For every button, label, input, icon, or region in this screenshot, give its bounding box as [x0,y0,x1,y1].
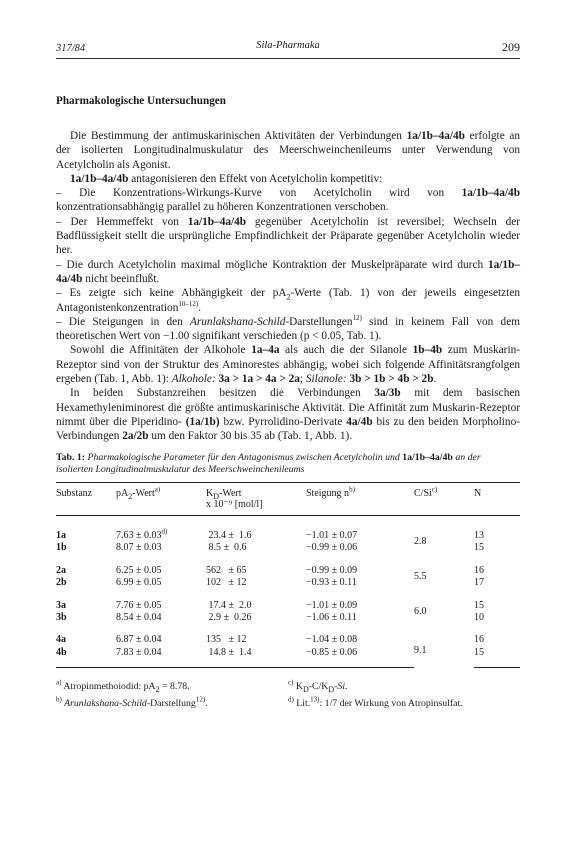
cell-substanz: 3b [56,611,67,623]
table-row [56,515,520,542]
cell-steigung: −0.93 ± 0.11 [306,577,357,589]
cell-substanz: 2a [56,564,66,576]
cell-steigung: −1.04 ± 0.08 [306,634,358,646]
cell-csi: 2.8 [414,536,427,548]
cell-steigung: −1.01 ± 0.09 [306,599,358,611]
kd-unit: x 10⁻⁹ [mol/l] [206,499,306,516]
cell-kd: 102 ± 12 [206,577,247,589]
col-header-kd: $K_D$-Wert [206,482,306,499]
table-body [56,515,520,667]
cell-kd: 562 ± 65 [206,564,247,576]
cell-n: 15 [474,542,484,554]
cell-n: 15 [474,599,484,611]
running-header [56,40,520,59]
table-caption: Tab. 1: Pharmakologische Parameter für den Antagonismus zwischen Acetylcholin und 1a/1b–4a/4b an der isolierten Longitudinalmuskulatur des Meerschweinchenileums [56,451,481,476]
cell-steigung: −0.99 ± 0.09 [306,564,358,576]
col-header-csi: C/Si$^{c)}$ [414,482,474,499]
paragraph-9: In beiden Substanzreihen besitzen die Verbindungen 3a/3b mit dem basischen Hexamethyleniminorest die größte antimuskarinische Aktivität. Die Affinität zum Muskarin-Rezeptor nimmt über die Piperidino- (1a/1b) bzw. Pyrrolidino-Derivate 4a/4b bis zu den beiden Morpholino-Verbindungen 2a/2b um den Faktor 30 bis 35 ab (Tab. 1, Abb. 1). [56,387,521,443]
cell-substanz: 4a [56,634,66,646]
cell-kd: 2.9 ± 0.26 [206,611,252,623]
body-text [56,129,520,444]
cell-steigung: −0.99 ± 0.06 [306,542,358,554]
footnotes [56,678,520,712]
cell-n: 15 [474,647,520,668]
cell-pa2: 6.99 ± 0.05 [116,577,162,589]
cell-kd: 135 ± 12 [206,634,247,646]
paragraph-4: – Der Hemmeffekt von 1a/1b–4a/4b gegenüber Acetylcholin ist reversibel; Wechseln der Badflüssigkeit stellt die ursprüngliche Empfindlichkeit der Präparate gegenüber Acetylcholin wieder her. [56,215,520,257]
cell-pa2: $7.63 \pm 0.03^{d)}$ [116,527,168,541]
cell-substanz: 2b [56,577,67,589]
cell-pa2: 7.76 ± 0.05 [116,599,162,611]
paragraph-8: Sowohl die Affinitäten der Alkohole 1a–4a als auch die der Silanole 1b–4b zum Muskarin-Rezeptor sind von der Struktur des Aminorestes abhängig, wobei sich folgende Affinitätsrangfolgen ergeben (Tab. 1, Abb. 1): Alkohole: 3a > 1a > 4a > 2a; Silanole: 3b > 1b > 4b > 2b. [56,344,520,386]
cell-kd: 17.4 ± 2.0 [206,599,252,611]
cell-substanz: 4b [56,647,116,668]
cell-n: 16 [474,564,484,576]
cell-csi: 9.1 [414,644,427,656]
cell-n: 16 [474,634,484,646]
cell-substanz: 1b [56,542,67,554]
paragraph-2: 1a/1b–4a/4b antagonisieren den Effekt von Acetylcholin kompetitiv: [70,172,383,185]
paragraph-5: – Die durch Acetylcholin maximal mögliche Kontraktion der Muskelpräparate wird durch 1a/1b–4a/4b nicht beeinflußt. [56,258,520,285]
footnote-c: $^{c)}$ $K_D-C/K_D-Si$. [288,678,348,695]
page-number: 209 [502,40,520,54]
cell-csi: 6.0 [414,605,427,617]
footnote-a: $^{a)}$ Atropinmethoiodid: $pA_2 = 8.78$. [56,678,190,695]
cell-steigung: −1.06 ± 0.11 [306,611,357,623]
table-row [56,555,520,577]
col-header-pa2: $pA_2-Wert^{a)}$ [116,482,206,499]
paragraph-1: Die Bestimmung der antimuskarinischen Aktivitäten der Verbindungen 1a/1b–4a/4b erfolgte an der isolierten Longitudinalmuskulatur des Meerschweinchenileums unter Verwendung von Acetylcholin als Agonist. [56,130,521,171]
cell-pa2: 8.54 ± 0.04 [116,611,162,623]
paragraph-3: – Die Konzentrations-Wirkungs-Kurve von Acetylcholin wird von 1a/1b–4a/4b konzentrationsabhängig parallel zu höheren Konzentrationen verschoben. [56,187,520,214]
cell-substanz: 3a [56,599,66,611]
cell-pa2: 7.83 ± 0.04 [116,647,206,668]
cell-pa2: 6.25 ± 0.05 [116,564,162,576]
col-header-steigung: Steigung $n^{b)}$ [306,482,414,499]
footnote-b: $^{b)}$ Arunlakshana-Schild-Darstellung$^{12)}$. [56,695,208,710]
page [56,40,520,712]
cell-substanz: 1a [56,529,66,541]
cell-kd: 14.8 ± 1.4 [206,647,306,668]
cell-csi: 5.5 [414,570,427,582]
cell-n: 17 [474,577,484,589]
paragraph-6: – Es zeigte sich keine Abhängigkeit der $pA_2$-Werte (Tab. 1) von der jeweils eingesetzten Antagonistenkonzentration$^{10-12)}$. [56,287,520,314]
journal-ref: 317/84 [56,43,86,54]
cell-pa2: 6.87 ± 0.04 [116,634,162,646]
paragraph-7: – Die Steigungen in den Arunlakshana-Schild-Darstellungen$^{12)}$ sind in keinem Fall von dem theoretischen Wert von −1.00 signifikant verschieden (p < 0.05, Tab. 1). [56,314,520,343]
cell-kd: 8.5 ± 0.6 [206,542,247,554]
cell-kd: 23.4 ± 1.6 [206,529,252,541]
col-header-substanz: Substanz [56,482,116,499]
section-title: Pharmakologische Untersuchungen [56,95,226,107]
table-row [56,624,520,646]
data-table [56,482,520,669]
footnote-d: $^{d)}$ Lit.$^{13)}$: 1/7 der Wirkung von Atropinsulfat. [288,695,463,710]
cell-n: 10 [474,611,484,623]
cell-n: 13 [474,529,484,541]
col-header-n: N [474,482,520,499]
running-title: Sila-Pharmaka [256,40,320,51]
cell-pa2: 8.07 ± 0.03 [116,542,162,554]
table-row [56,590,520,612]
cell-steigung: −1.01 ± 0.07 [306,529,358,541]
cell-steigung: −0.85 ± 0.06 [306,647,414,668]
